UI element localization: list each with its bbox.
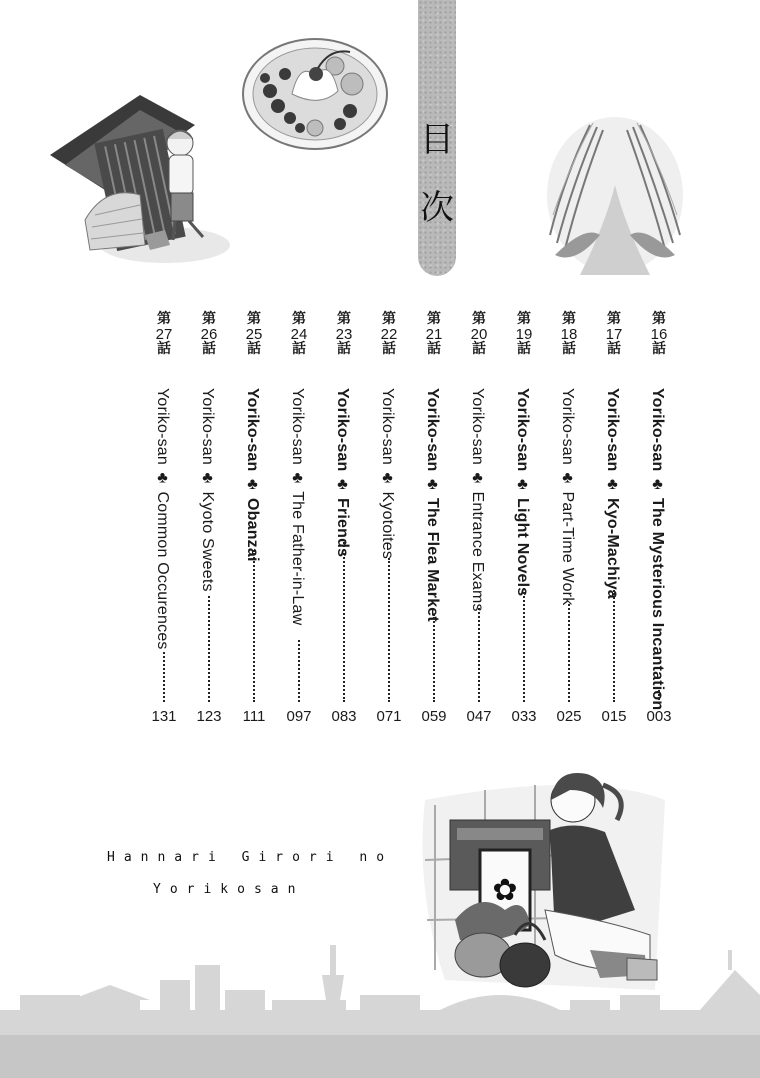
chapter-title: Yoriko-san ♣ Kyo-Machiya [604,388,621,599]
chapter-title: Yoriko-san ♣ Entrance Exams [469,388,486,612]
chapter-page-number: 123 [196,708,222,725]
toc-entry[interactable] [241,312,267,732]
toc-entry[interactable] [151,312,177,732]
kyoto-skyline-illustration [0,940,760,1078]
chapter-title: Yoriko-san ♣ Friends [334,388,351,558]
dot-leader [388,558,392,702]
chapter-label: 第 26 話 [200,311,218,357]
chapter-title: Yoriko-san ♣ Part-Time Work [559,388,576,606]
chapter-label: 第 23 話 [335,311,353,357]
chapter-page-number: 097 [286,708,312,725]
toc-title-band [418,0,456,276]
chapter-label: 第 27 話 [155,311,173,357]
chapter-label: 第 24 話 [290,311,308,357]
toc-title-char-2: 次 [420,188,454,228]
dot-leader [343,542,347,702]
dot-leader [433,614,437,702]
dot-leader [568,604,572,702]
chapter-title: Yoriko-san ♣ Obanzai [244,388,261,562]
chapter-label: 第 17 話 [605,311,623,357]
chapter-title: Yoriko-san ♣ Common Occurences [154,388,171,650]
chapter-page-number: 003 [646,708,672,725]
toc-title-char-1: 目 [420,120,454,160]
chapter-title: Yoriko-san ♣ The Flea Market [424,388,441,622]
chapter-page-number: 131 [151,708,177,725]
chapter-label: 第 21 話 [425,311,443,357]
machiya-girl-illustration [45,95,235,270]
toc-entry[interactable] [331,312,357,732]
series-subtitle-line-2: Yorikosan [153,882,305,897]
chapter-label: 第 22 話 [380,311,398,357]
svg-text:✿: ✿ [492,873,518,908]
toc-entry[interactable] [466,312,492,732]
chapter-page-number: 033 [511,708,537,725]
toc-entry[interactable] [511,312,537,732]
chapter-label: 第 20 話 [470,311,488,357]
bamboo-path-illustration [545,115,685,275]
toc-entry[interactable] [376,312,402,732]
toc-entry[interactable] [196,312,222,732]
chapter-title: Yoriko-san ♣ Kyotoites [379,388,396,560]
chapter-page-number: 025 [556,708,582,725]
chapter-title: Yoriko-san ♣ The Father-in-Law [289,388,306,626]
chapter-page-number: 083 [331,708,357,725]
chapter-page-number: 059 [421,708,447,725]
chapter-page-number: 111 [242,708,266,725]
dot-leader [523,584,527,702]
dot-leader [658,690,662,704]
toc-entry[interactable] [601,312,627,732]
dot-leader [478,608,482,702]
dot-leader [298,640,302,702]
chapter-title: Yoriko-san ♣ The Mysterious Incantation [649,388,666,711]
dot-leader [613,590,617,702]
dot-leader [253,550,257,702]
chapter-page-number: 047 [466,708,492,725]
toc-entry[interactable] [421,312,447,732]
series-subtitle-line-1: Hannari Girori no [107,850,394,865]
dot-leader [208,596,212,702]
chapter-label: 第 19 話 [515,311,533,357]
chapter-title: Yoriko-san ♣ Kyoto Sweets [199,388,216,592]
toc-entry[interactable] [646,312,672,732]
dot-leader [163,652,167,702]
chapter-label: 第 18 話 [560,311,578,357]
toc-entry[interactable] [556,312,582,732]
toc-entry[interactable] [286,312,312,732]
chapter-page-number: 015 [601,708,627,725]
chapter-label: 第 16 話 [650,311,668,357]
dessert-bowl-illustration [240,36,390,151]
chapter-page-number: 071 [376,708,402,725]
chapter-title: Yoriko-san ♣ Light Novels [514,388,531,597]
chapter-label: 第 25 話 [245,311,263,357]
